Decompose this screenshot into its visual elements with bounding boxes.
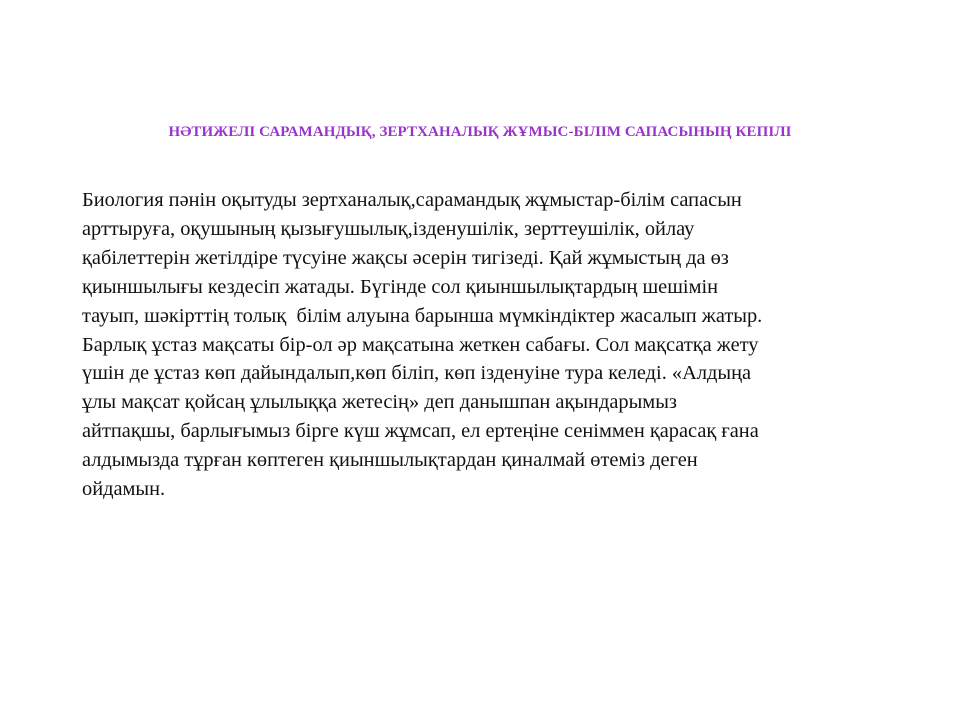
body-line: тауып, шәкірттің толық білім алуына барынша мүмкіндіктер жасалып жатыр.	[82, 304, 763, 327]
body-line: айтпақшы, барлығымыз бірге күш жұмсап, ел ертеңіне сеніммен қарасақ ғана	[82, 420, 759, 443]
body-line: қабілеттерін жетілдіре түсуіне жақсы әсерін тигізеді. Қай жұмыстың да өз	[82, 246, 729, 269]
body-line: ұлы мақсат қойсаң ұлылыққа жетесің» деп данышпан ақындарымыз	[82, 391, 677, 414]
body-line: Биология пәнін оқытуды зертханалық,сарамандық жұмыстар-білім сапасын	[82, 189, 742, 211]
slide-body-paragraph	[82, 186, 892, 504]
slide-title: НӘТИЖЕЛІ САРАМАНДЫҚ, ЗЕРТХАНАЛЫҚ ЖҰМЫС-БІЛІМ САПАСЫНЫҢ КЕПІЛІ	[168, 124, 792, 140]
body-line: қиыншылығы кездесіп жатады. Бүгінде сол қиыншылықтардың шешімін	[82, 275, 719, 298]
body-line: ойдамын.	[82, 478, 166, 501]
body-line: Барлық ұстаз мақсаты бір-ол әр мақсатына жеткен сабағы. Сол мақсатқа жету	[82, 333, 759, 356]
body-line: арттыруға, оқушының қызығушылық,ізденушілік, зерттеушілік, ойлау	[82, 217, 695, 240]
body-line: алдымызда тұрған көптеген қиыншылықтардан қиналмай өтеміз деген	[82, 449, 698, 472]
body-line: үшін де ұстаз көп дайындалып,көп біліп, көп ізденуіне тура келеді. «Алдыңа	[82, 362, 752, 385]
